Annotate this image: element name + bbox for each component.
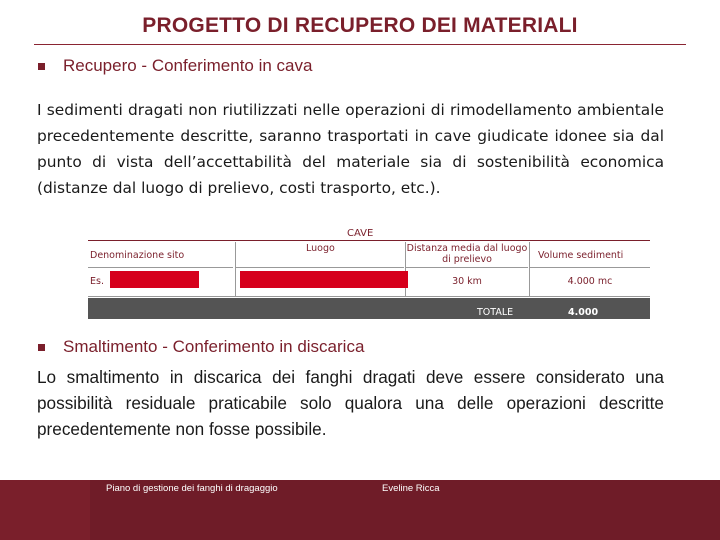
redacted-site-name — [110, 271, 199, 288]
cave-table — [88, 226, 650, 319]
section1-heading — [38, 56, 312, 76]
page-title: PROGETTO DI RECUPERO DEI MATERIALI — [142, 14, 578, 37]
footer-author: Eveline Ricca — [382, 483, 440, 494]
cave-group-header — [88, 226, 650, 242]
row-volume-value: 4.000 mc — [567, 276, 613, 287]
square-bullet-icon — [38, 63, 45, 70]
title-divider — [34, 44, 686, 45]
row-divider — [88, 296, 650, 297]
column-header-distance — [406, 242, 528, 268]
column-header-site — [88, 242, 233, 268]
column-separator — [405, 242, 406, 297]
section1-heading-text: Recupero - Conferimento in cava — [63, 56, 313, 75]
column-header-volume-label: Volume sedimenti — [538, 250, 624, 261]
cave-header-label: CAVE — [347, 228, 374, 239]
column-header-place — [236, 242, 404, 268]
row-example-label: Es. — [90, 276, 104, 287]
redacted-place — [240, 271, 408, 288]
total-value: 4.000 — [568, 307, 599, 318]
section2-heading — [38, 337, 364, 357]
total-label: TOTALE — [477, 307, 514, 318]
cave-header-rule — [88, 240, 650, 241]
column-header-site-label: Denominazione sito — [90, 250, 185, 261]
column-separator — [235, 242, 236, 297]
column-separator — [529, 242, 530, 297]
total-row — [88, 298, 650, 319]
column-header-volume — [530, 242, 650, 268]
section2-heading-text: Smaltimento - Conferimento in discarica — [63, 337, 365, 356]
column-header-place-label: Luogo — [306, 243, 335, 254]
row-distance-value: 30 km — [452, 276, 482, 287]
square-bullet-icon — [38, 344, 45, 351]
footer-document-title: Piano di gestione dei fanghi di dragaggio — [106, 483, 278, 494]
section2-paragraph: Lo smaltimento in discarica dei fanghi dragati deve essere considerato una possibilità residuale praticabile solo qualora una delle operazioni descritte precedentemente non fosse possibile. — [37, 367, 664, 439]
section1-paragraph: I sedimenti dragati non riutilizzati nelle operazioni di rimodellamento ambientale precedentemente descritte, saranno trasportati in cave giudicate idonee sia dal punto di vista dell’accettabilità del materiale sia di sostenibilità economica (distanze dal luogo di prelievo, costi trasporto, etc.). — [37, 101, 664, 197]
column-header-distance-label: Distanza media dal luogo di prelievo — [406, 243, 528, 265]
